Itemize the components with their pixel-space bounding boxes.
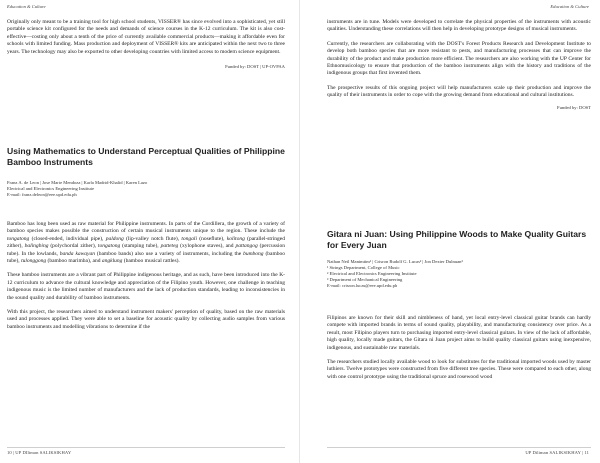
instrument-name: kolitong xyxy=(226,235,245,242)
affiliation: ² Electrical and Electronics Engineering Institute xyxy=(327,271,417,276)
article-paragraph: The prospective results of this ongoing project will help manufacturers scale up their production and improve the quality of their instruments in order to cope with the growing demand from educational and cultural institutions. xyxy=(327,84,591,99)
instrument-name: bumbong xyxy=(243,250,264,257)
text: (noseflute), xyxy=(196,235,227,242)
text: (percussion tube). In the lowlands, xyxy=(7,243,286,257)
page-header: Education & Culture xyxy=(7,4,46,9)
affiliation: ³ Department of Mechanical Engineering xyxy=(327,277,403,282)
instrument-name: angklung xyxy=(101,258,123,265)
funding-note: Funded by: DOST | UP-OVPAA xyxy=(225,64,285,70)
article-title: Using Mathematics to Understand Perceptual Qualities of Philippine Bamboo Instruments xyxy=(7,146,285,167)
page-header: Education & Culture xyxy=(550,4,589,9)
text: (bamboo bands) also use a variety of instruments, including the xyxy=(95,250,244,257)
text: (closed-ended, individual pipe), xyxy=(29,235,106,242)
article-byline xyxy=(7,180,285,198)
article-paragraph: Currently, the researchers are collaborating with the DOST's Forest Products Research and Development Institute to develop both bamboo species that are more resistant to pests, and manufacturing processes that can improve the durability of the product and make production more efficient. The researchers are also working with the UP Center for Ethnomusicology to ensure that production of the bamboo instruments align with the history and traditions of the indigenous groups that first invented them. xyxy=(327,40,591,77)
page-footer: 10 | UP DIliman SALIKSIKHAY xyxy=(7,450,72,455)
text: (bamboo marimba), and xyxy=(46,258,102,265)
text: (bamboo tube), xyxy=(7,250,285,265)
intro-section xyxy=(7,19,285,70)
instrument-name: tongatong xyxy=(97,243,121,250)
funding-note: Funded by: DOST xyxy=(557,104,591,110)
instrument-name: patteteg xyxy=(160,243,179,250)
instrument-name: balingbing xyxy=(24,243,49,250)
text: (parallel-stringed zither), xyxy=(7,235,286,250)
article-bamboo-continued xyxy=(327,19,591,111)
authors: Nathan Neil Manimtim¹ | Crisron Rudolf G. Lucas² | Jon Dexter Dulnuan³ xyxy=(327,259,463,264)
authors: Franz A. de Leon | Jose Marie Mendoza | Karla Madrid-Khalid | Karen Lazo xyxy=(7,180,148,185)
text: (bamboo musical rattles). xyxy=(122,258,180,265)
article-paragraph xyxy=(7,221,285,265)
right-page xyxy=(300,0,600,463)
article-paragraph: These bamboo instruments are a vibrant part of Philippine indigenous heritage, and as such, have been introduced into the K-12 curriculum to advance the cultural knowledge and appreciation of the Filipino youth. However, one challenge in teaching indigenous music is the limited number of manufacturers and the lack of production standards, leading to inconsistencies in the sound quality and durability of bamboo instruments. xyxy=(7,272,285,301)
intro-paragraph: Originally only meant to be a training tool for high school students, VISSER® has since evolved into a sophisticated, yet still portable science kit configured for the needs and demands of science courses in the K-12 curriculum. The kit is also cost-effective—costing only about a tenth of the price of currently available commercial products—making it affordable even for schools with limited funding. Mass production and deployment of VISSER® kits are anticipated within the next two to three years. The technology may also be exported to other developing countries with limited access to modern science equipment. xyxy=(7,19,285,55)
article-paragraph: With this project, the researchers aimed to understand instrument makers' perception of quality, based on the raw materials used and processes applied. They were able to set a baseline for acoustic quality by collecting audio samples from various bamboo instruments and modelling vibrations to determine if the xyxy=(7,309,285,330)
article-title: Gitara ni Juan: Using Philippine Woods to Make Quality Guitars for Every Juan xyxy=(327,229,587,250)
article-bamboo xyxy=(7,146,285,198)
footer-rule xyxy=(7,447,285,448)
page-footer: UP Diliman SALIKSIKHAY | 11 xyxy=(525,450,589,455)
instrument-name: paldong xyxy=(105,235,124,242)
instrument-name: tulonggong xyxy=(21,258,47,265)
instrument-name: pattangog xyxy=(235,243,258,250)
text: (stamping tube), xyxy=(120,243,161,250)
text: (xylophone staves), and xyxy=(178,243,236,250)
text: (lip-valley notch flute), xyxy=(123,235,182,242)
article-guitar-body xyxy=(327,315,591,381)
article-byline xyxy=(327,259,591,289)
instrument-name: tongali xyxy=(181,235,197,242)
article-bamboo-body xyxy=(7,221,285,331)
footer-rule xyxy=(327,447,591,448)
instrument-name: banda kawayan xyxy=(59,250,95,257)
instrument-name: tongatong xyxy=(7,235,30,242)
email-address: E-mail: crisron.lucas@eee.upd.edu.ph xyxy=(327,283,398,288)
affiliation: Electrical and Electronics Engineering Institute xyxy=(7,186,94,191)
article-paragraph: The researchers studied locally available wood to look for substitutes for the traditional imported woods used by master luthiers. Twelve prototypes were constructed from five different tree species. These were compared to each other, along with one control prototype using the traditional spruce and rosewood wood xyxy=(327,359,591,380)
text: (polychordal zither), xyxy=(48,243,98,250)
affiliation: ¹ Strings Department, College of Music xyxy=(327,265,400,270)
email-address: E-mail: franz.deleon@eee.upd.edu.ph xyxy=(7,192,77,197)
article-guitar xyxy=(327,229,591,289)
article-paragraph: Filipinos are known for their skill and nimbleness of hand, yet local entry-level classical guitar brands can hardly compete with imported brands in terms of sound quality, playability, and manufacturing consistency over price. As a result, most Filipino players turn to purchasing imported entry-level classical guitars. In view of the lack of affordable, high quality, locally made guitars, the Gitara ni Juan project aims to build quality classical guitars using inexpensive, indigenous, and sustainable raw materials. xyxy=(327,315,591,351)
article-paragraph: instruments are in tune. Models were developed to correlate the physical properties of the instruments with acoustic qualities. Understanding these correlations will then help in developing prototype designs of musical instruments. xyxy=(327,19,591,33)
text: Bamboo has long been used as raw material for Philippine instruments. In parts of the Cordillera, the growth of a variety of bamboo species makes possible the construction of certain musical instruments unique to the region. These include the xyxy=(7,221,285,235)
